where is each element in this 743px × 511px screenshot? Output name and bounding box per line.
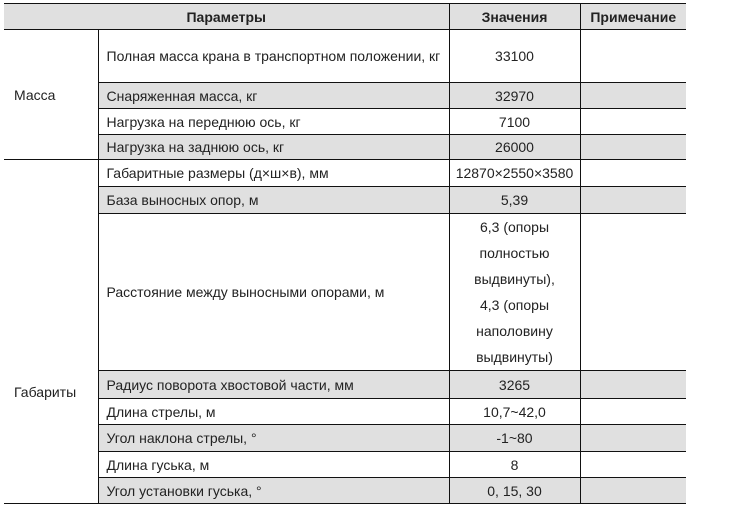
param-cell: Нагрузка на заднюю ось, кг [98, 135, 449, 160]
table-row [4, 478, 686, 504]
value-cell: 32970 [449, 83, 580, 109]
value-cell: 3265 [449, 371, 580, 399]
note-cell [580, 452, 686, 478]
param-cell: Длина гуська, м [98, 452, 449, 478]
note-cell [580, 109, 686, 135]
note-cell [580, 425, 686, 452]
value-cell: 7100 [449, 109, 580, 135]
value-line: 6,3 (опоры [479, 219, 549, 235]
value-cell: -1~80 [449, 425, 580, 452]
param-cell: Габаритные размеры (д×ш×в), мм [98, 160, 449, 187]
value-cell: 10,7~42,0 [449, 399, 580, 425]
table-row [4, 160, 686, 187]
table-row [4, 187, 686, 214]
value-cell: 26000 [449, 135, 580, 160]
note-cell [580, 30, 686, 83]
param-cell: Угол наклона стрелы, ° [98, 425, 449, 452]
note-cell [580, 399, 686, 425]
value-cell: 12870×2550×3580 [449, 160, 580, 187]
value-line: выдвинуты), [474, 271, 555, 287]
value-cell [449, 214, 580, 371]
param-cell: Снаряженная масса, кг [98, 83, 449, 109]
table-row [4, 214, 686, 371]
value-cell: 33100 [449, 30, 580, 83]
param-cell: Длина стрелы, м [98, 399, 449, 425]
note-cell [580, 83, 686, 109]
param-cell: Полная масса крана в транспортном положении, кг [98, 30, 449, 83]
table-row [4, 425, 686, 452]
table-row [4, 371, 686, 399]
table-row [4, 399, 686, 425]
note-cell [580, 135, 686, 160]
value-cell: 0, 15, 30 [449, 478, 580, 504]
value-cell: 5,39 [449, 187, 580, 214]
specs-table [4, 3, 686, 504]
header-params: Параметры [4, 4, 449, 30]
value-line: наполовину [476, 323, 553, 339]
table-row [4, 83, 686, 109]
note-cell [580, 478, 686, 504]
param-cell: База выносных опор, м [98, 187, 449, 214]
value-line: полностью [479, 245, 550, 261]
table-row [4, 135, 686, 160]
param-cell: Расстояние между выносными опорами, м [98, 214, 449, 371]
header-notes: Примечание [580, 4, 686, 30]
note-cell [580, 160, 686, 187]
table-row [4, 30, 686, 83]
param-cell: Радиус поворота хвостовой части, мм [98, 371, 449, 399]
table-row [4, 109, 686, 135]
value-line: выдвинуты) [476, 349, 553, 365]
header-values: Значения [449, 4, 580, 30]
param-cell: Нагрузка на переднюю ось, кг [98, 109, 449, 135]
header-row [4, 4, 686, 30]
param-cell: Угол установки гуська, ° [98, 478, 449, 504]
note-cell [580, 187, 686, 214]
group-label-mass: Масса [4, 30, 98, 160]
note-cell [580, 371, 686, 399]
value-cell: 8 [449, 452, 580, 478]
note-cell [580, 214, 686, 371]
value-line: 4,3 (опоры [479, 297, 549, 313]
table-row [4, 452, 686, 478]
group-label-dimensions: Габариты [4, 160, 98, 504]
